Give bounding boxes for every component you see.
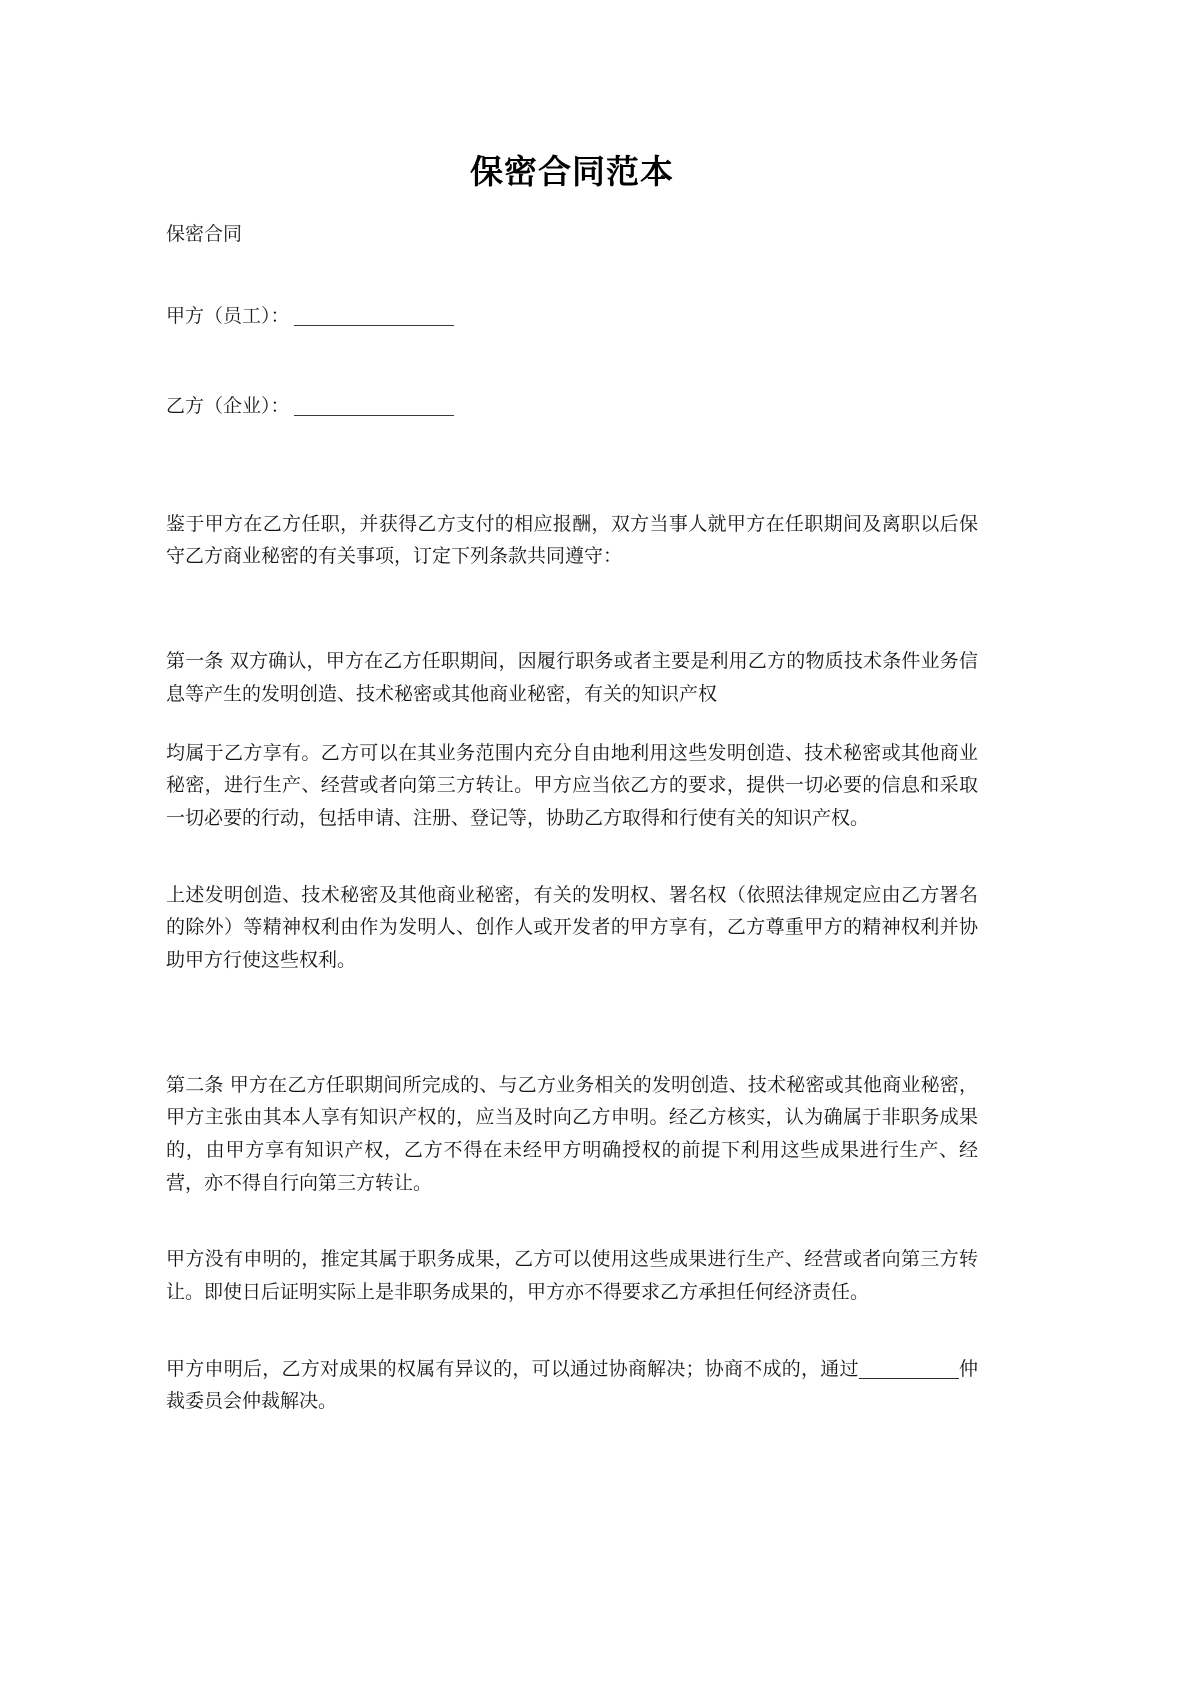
paragraph-article-1-body: 均属于乙方享有。乙方可以在其业务范围内充分自由地利用这些发明创造、技术秘密或其他商业秘密，进行生产、经营或者向第三方转让。甲方应当依乙方的要求，提供一切必要的信息和采取一切必要的行动，包括申请、注册、登记等，协助乙方取得和行使有关的知识产权。 <box>166 741 978 829</box>
page-title: 保密合同范本 <box>470 152 674 191</box>
paragraph-article-1-intro: 第一条 双方确认，甲方在乙方任职期间，因履行职务或者主要是利用乙方的物质技术条件业务信息等产生的发明创造、技术秘密或其他商业秘密，有关的知识产权 <box>166 650 978 705</box>
arbitration-suffix-text: 仲裁委员会仲裁解决。 <box>166 1357 978 1413</box>
party-label-yifang: 乙方（企业）： <box>166 395 290 418</box>
party-fields <box>166 249 978 422</box>
spacer <box>166 482 978 508</box>
party-label-jiafang: 甲方（员工）： <box>166 305 290 328</box>
spacer <box>166 977 978 1069</box>
spacer <box>166 711 978 737</box>
paragraph-article-2-no-declaration: 甲方没有申明的，推定其属于职务成果，乙方可以使用这些成果进行生产、经营或者向第三方转让。即使日后证明实际上是非职务成果的，甲方亦不得要求乙方承担任何经济责任。 <box>166 1248 978 1303</box>
paragraph-article-2-arbitration <box>166 1353 978 1418</box>
arbitration-prefix-text: 甲方申明后，乙方对成果的权属有异议的，可以通过协商解决；协商不成的，通过 <box>166 1357 859 1380</box>
document-content <box>166 0 978 1418</box>
party-input-yifang[interactable] <box>294 415 454 416</box>
spacer <box>166 573 978 645</box>
paragraph-article-2-intro: 第二条 甲方在乙方任职期间所完成的、与乙方业务相关的发明创造、技术秘密或其他商业秘密，甲方主张由其本人享有知识产权的，应当及时向乙方申明。经乙方核实，认为确属于非职务成果的，由甲方享有知识产权，乙方不得在未经甲方明确授权的前提下利用这些成果进行生产、经营，亦不得自行向第三方转让。 <box>166 1073 978 1194</box>
spacer <box>166 1309 978 1353</box>
document-subtitle: 保密合同 <box>166 222 243 245</box>
spacer <box>166 1199 978 1243</box>
party-row-jiafang <box>166 301 978 331</box>
paragraph-article-1-moral-rights: 上述发明创造、技术秘密及其他商业秘密，有关的发明权、署名权（依照法律规定应由乙方署名的除外）等精神权利由作为发明人、创作人或开发者的甲方享有，乙方尊重甲方的精神权利并协助甲方行使这些权利。 <box>166 883 978 971</box>
party-input-jiafang[interactable] <box>294 325 454 326</box>
paragraph-preamble: 鉴于甲方在乙方任职，并获得乙方支付的相应报酬，双方当事人就甲方在任职期间及离职以后保守乙方商业秘密的有关事项，订定下列条款共同遵守： <box>166 512 978 568</box>
arbitration-institution-blank[interactable] <box>859 1378 937 1379</box>
spacer <box>166 835 978 879</box>
party-row-yifang <box>166 391 978 421</box>
arbitration-institution-blank-continued[interactable] <box>937 1378 959 1379</box>
